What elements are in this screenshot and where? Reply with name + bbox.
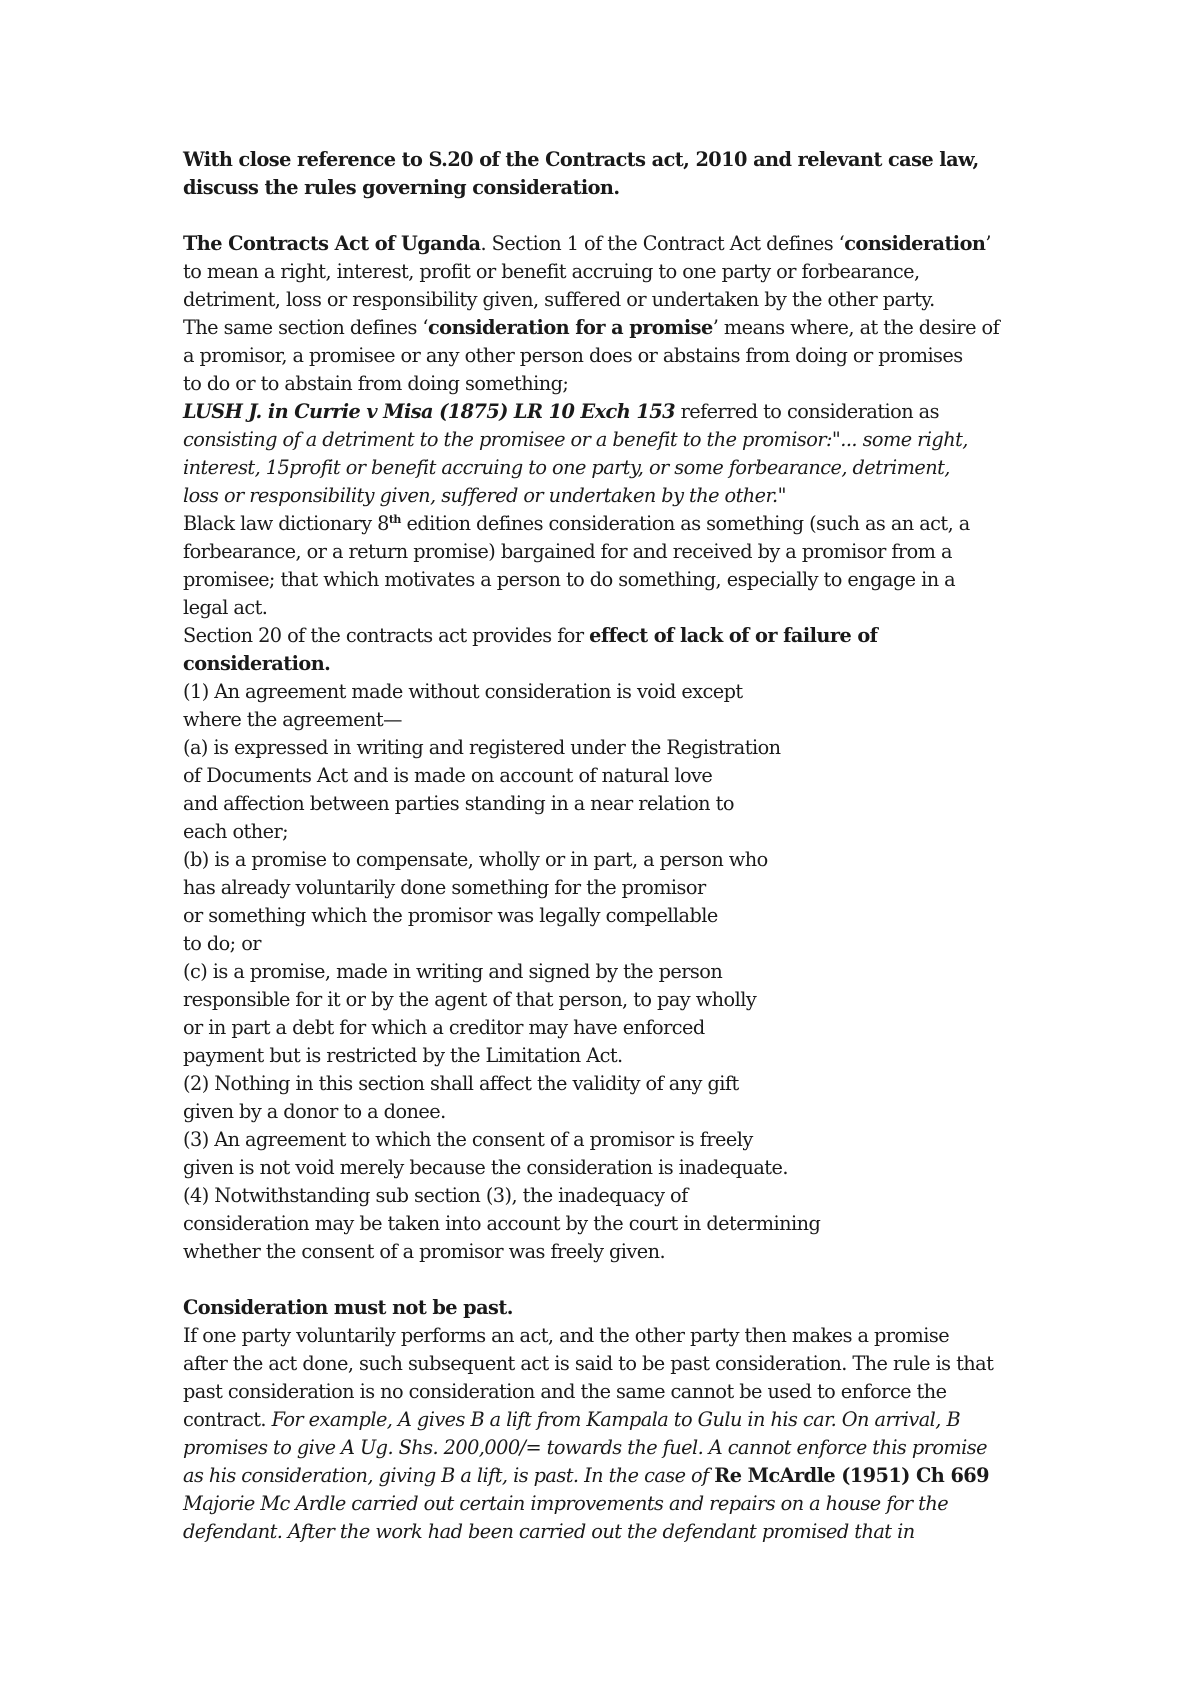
provision-line: given by a donor to a donee. — [183, 1100, 446, 1123]
example-text: For example, A gives B a lift from Kampala to Gulu in his car. On arrival, B — [271, 1408, 961, 1431]
document-page — [183, 146, 1083, 1546]
act-name: The Contracts Act of Uganda — [183, 232, 481, 255]
quote-line: interest, 15profit or benefit accruing to one party, or some forbearance, detriment, — [183, 456, 950, 479]
text-span: The same section defines ‘ — [183, 316, 428, 339]
provision-line: (1) An agreement made without consideration is void except — [183, 680, 743, 703]
text-span: ’ — [985, 232, 991, 255]
text-line: a promisor, a promisee or any other person does or abstains from doing or promises — [183, 344, 963, 367]
quote-line: consisting of a detriment to the promisee or a benefit to the promisor:"... some right, — [183, 428, 968, 451]
text-line: to do or to abstain from doing something; — [183, 372, 569, 395]
quote-line: loss or responsibility given, suffered or undertaken by the other." — [183, 484, 786, 507]
example-text: promises to give A Ug. Shs. 200,000/= towards the fuel. A cannot enforce this promise — [183, 1436, 987, 1459]
text-span: ’ means where, at the desire of — [712, 316, 1000, 339]
provision-line: (a) is expressed in writing and registered under the Registration — [183, 736, 781, 759]
provisions-list — [183, 678, 1083, 1266]
example-text: defendant. After the work had been carried out the defendant promised that in — [183, 1520, 915, 1543]
section20-title: effect of lack of or failure of — [589, 624, 878, 647]
example-text: Majorie Mc Ardle carried out certain improvements and repairs on a house for the — [183, 1492, 949, 1515]
text-line: promisee; that which motivates a person to do something, especially to engage in a — [183, 568, 956, 591]
provision-line: or something which the promisor was legally compellable — [183, 904, 718, 927]
intro-paragraph — [183, 230, 1083, 678]
text-line: legal act. — [183, 596, 268, 619]
text-span: Black law dictionary 8 — [183, 512, 389, 535]
text-line: past consideration is no consideration and the same cannot be used to enforce the — [183, 1380, 947, 1403]
text-span: referred to consideration as — [674, 400, 939, 423]
provision-line: given is not void merely because the consideration is inadequate. — [183, 1156, 788, 1179]
past-consideration-section — [183, 1294, 1083, 1546]
section-heading: Consideration must not be past. — [183, 1296, 513, 1319]
heading-line: With close reference to S.20 of the Contracts act, 2010 and relevant case law, — [183, 148, 979, 171]
section20-title: consideration. — [183, 652, 331, 675]
heading-line: discuss the rules governing consideration. — [183, 176, 620, 199]
provision-line: payment but is restricted by the Limitation Act. — [183, 1044, 623, 1067]
text-line: to mean a right, interest, profit or benefit accruing to one party or forbearance, — [183, 260, 920, 283]
provision-line: each other; — [183, 820, 289, 843]
provision-line: whether the consent of a promisor was freely given. — [183, 1240, 666, 1263]
provision-line: (2) Nothing in this section shall affect the validity of any gift — [183, 1072, 739, 1095]
provision-line: has already voluntarily done something for the promisor — [183, 876, 706, 899]
provision-line: responsible for it or by the agent of that person, to pay wholly — [183, 988, 757, 1011]
text-span: . Section 1 of the Contract Act defines ‘ — [480, 232, 845, 255]
text-line: after the act done, such subsequent act is said to be past consideration. The rule is that — [183, 1352, 994, 1375]
case-citation-mcardle: Re McArdle (1951) Ch 669 — [714, 1464, 990, 1487]
term-consideration: consideration — [844, 232, 986, 255]
text-span: contract. — [183, 1408, 272, 1431]
provision-line: and affection between parties standing in a near relation to — [183, 792, 734, 815]
question-heading — [183, 146, 1083, 202]
spacer — [183, 202, 1083, 230]
provision-line: or in part a debt for which a creditor may have enforced — [183, 1016, 705, 1039]
spacer — [183, 1266, 1083, 1294]
text-span: edition defines consideration as something (such as an act, a — [400, 512, 970, 535]
provision-line: to do; or — [183, 932, 261, 955]
provision-line: where the agreement— — [183, 708, 402, 731]
provision-line: consideration may be taken into account by the court in determining — [183, 1212, 821, 1235]
text-line: If one party voluntarily performs an act, and the other party then makes a promise — [183, 1324, 950, 1347]
provision-line: (4) Notwithstanding sub section (3), the inadequacy of — [183, 1184, 688, 1207]
example-text: as his consideration, giving B a lift, is past. In the case of — [183, 1464, 715, 1487]
provision-line: of Documents Act and is made on account of natural love — [183, 764, 713, 787]
case-citation-currie: LUSH J. in Currie v Misa (1875) LR 10 Exch 153 — [183, 400, 675, 423]
provision-line: (c) is a promise, made in writing and signed by the person — [183, 960, 723, 983]
term-consideration-for-promise: consideration for a promise — [427, 316, 713, 339]
provision-line: (3) An agreement to which the consent of a promisor is freely — [183, 1128, 753, 1151]
provision-line: (b) is a promise to compensate, wholly or in part, a person who — [183, 848, 768, 871]
text-line: forbearance, or a return promise) bargained for and received by a promisor from a — [183, 540, 952, 563]
text-line: detriment, loss or responsibility given, suffered or undertaken by the other party. — [183, 288, 935, 311]
text-span: Section 20 of the contracts act provides for — [183, 624, 590, 647]
superscript: th — [388, 513, 401, 526]
